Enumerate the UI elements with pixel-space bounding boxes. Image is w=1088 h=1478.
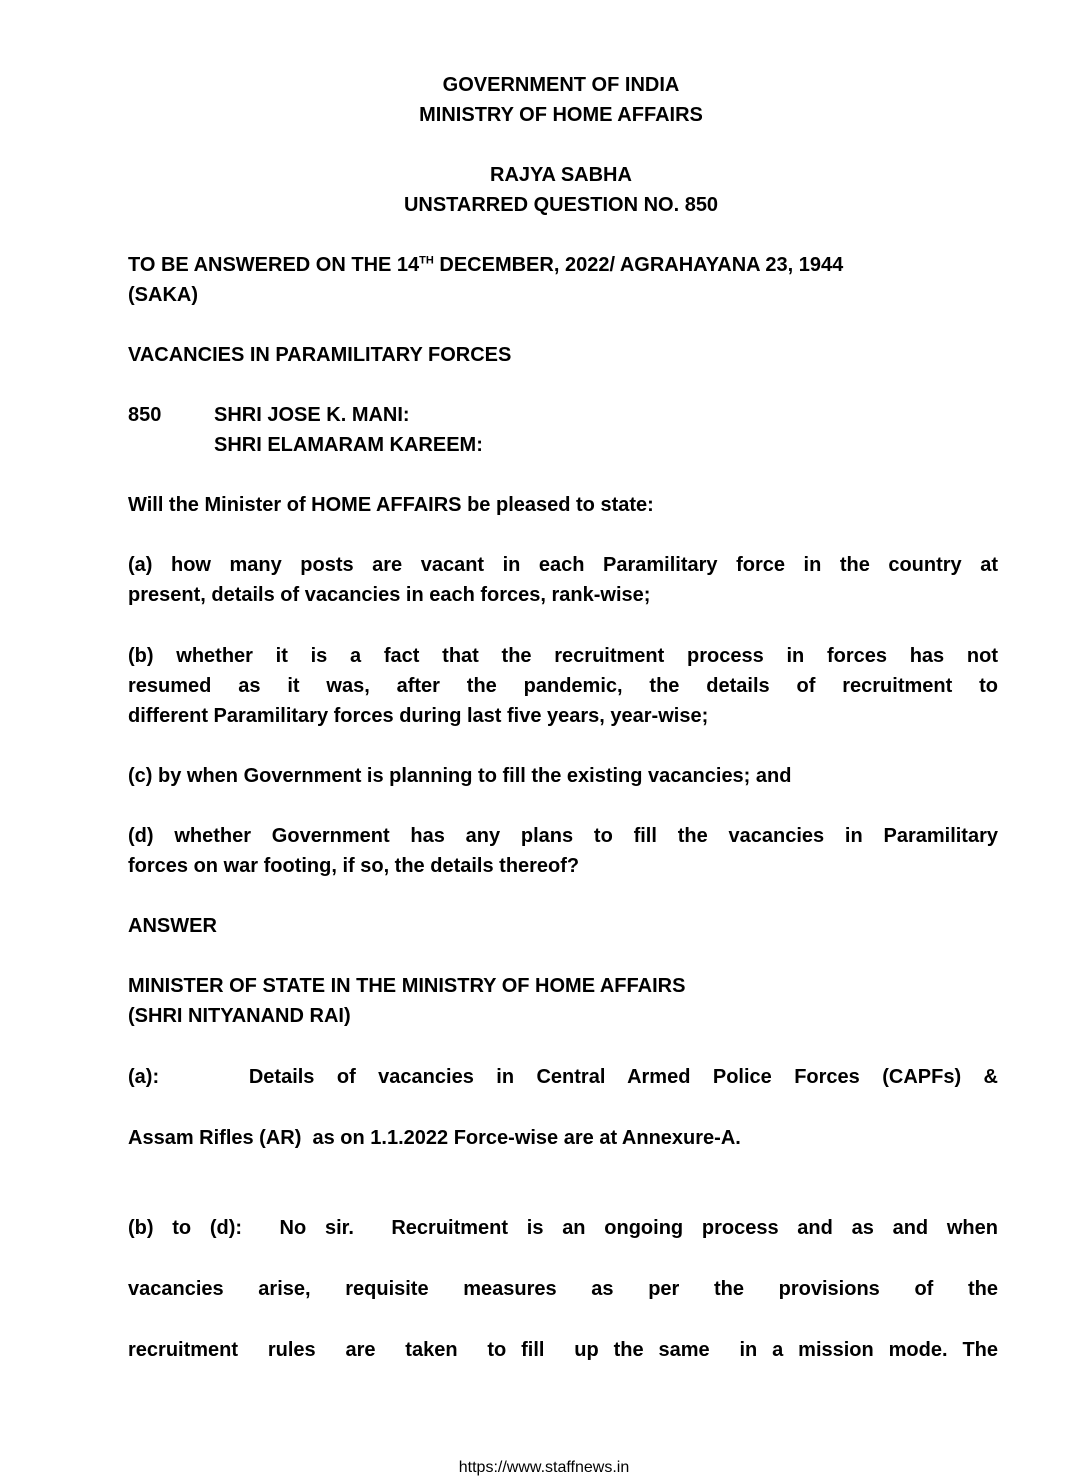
answer-part-a: (a): Details of vacancies in Central Armed Police Forces (CAPFs) & Assam Rifles (AR) as on 1.1.2022 Force-wise are at Annexure-A. [128, 1066, 998, 1149]
footer-url: https://www.staffnews.in [458, 1459, 630, 1476]
question-number: 850 [128, 404, 162, 426]
header-government: GOVERNMENT OF INDIA [442, 74, 680, 96]
header-question-number: UNSTARRED QUESTION NO. 850 [403, 194, 719, 216]
header-ministry: MINISTRY OF HOME AFFAIRS [419, 104, 703, 126]
question-part-d: (d) whether Government has any plans to fill the vacancies in Paramilitary forces on war footing, if so, the details thereof? [128, 825, 998, 877]
question-part-c: (c) by when Government is planning to fill the existing vacancies; and [128, 765, 792, 787]
answer-date-line1: TO BE ANSWERED ON THE 14TH DECEMBER, 2022/ AGRAHAYANA 23, 1944 [128, 254, 844, 276]
subject: VACANCIES IN PARAMILITARY FORCES [128, 344, 512, 366]
answer-date-line2: (SAKA) [128, 284, 198, 306]
member-names [214, 400, 483, 460]
minister-designation: MINISTER OF STATE IN THE MINISTRY OF HOME AFFAIRS (SHRI NITYANAND RAI) [128, 975, 686, 1027]
question-intro: Will the Minister of HOME AFFAIRS be pleased to state: [128, 494, 654, 516]
question-part-a: (a) how many posts are vacant in each Paramilitary force in the country at present, details of vacancies in each forces, rank-wise; [128, 554, 998, 606]
member-name: SHRI JOSE K. MANI: [214, 404, 410, 426]
member-name: SHRI ELAMARAM KAREEM: [214, 434, 483, 456]
answer-date [128, 250, 998, 310]
header-house: RAJYA SABHA [490, 164, 632, 186]
answer-heading: ANSWER [128, 915, 217, 937]
answer-part-b-to-d: (b) to (d): No sir. Recruitment is an ongoing process and as and when vacancies arise, requisite measures as per the provisions of the recruitment rules are taken to fill up the same in a mission mode. The [128, 1217, 998, 1361]
question-part-b: (b) whether it is a fact that the recruitment process in forces has not resumed as it was, after the pandemic, the details of recruitment to different Paramilitary forces during last five years, year-wise; [128, 645, 998, 727]
